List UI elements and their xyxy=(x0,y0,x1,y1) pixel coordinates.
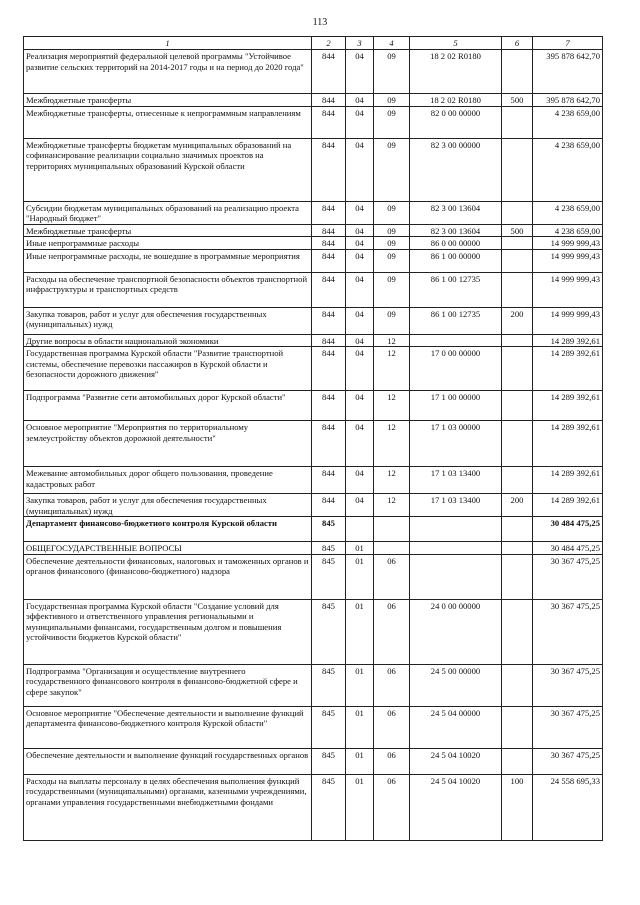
row-code-cell: 844 xyxy=(312,224,346,236)
row-section-cell: 04 xyxy=(346,201,374,224)
row-name-cell: Межевание автомобильных дорог общего пользования, проведение кадастровых работ xyxy=(24,467,312,494)
row-type-cell xyxy=(502,517,533,542)
row-type-cell: 500 xyxy=(502,224,533,236)
row-article-cell xyxy=(410,542,502,554)
row-amount-cell: 30 367 475,25 xyxy=(533,554,603,599)
row-subsection-cell: 09 xyxy=(374,307,410,334)
row-article-cell: 17 1 03 13400 xyxy=(410,467,502,494)
table-row xyxy=(24,542,603,554)
table-row xyxy=(24,138,603,201)
row-article-cell xyxy=(410,554,502,599)
row-code-cell: 845 xyxy=(312,599,346,664)
row-code-cell: 844 xyxy=(312,106,346,138)
row-amount-cell: 30 484 475,25 xyxy=(533,542,603,554)
row-type-cell: 500 xyxy=(502,94,533,106)
row-type-cell xyxy=(502,272,533,307)
budget-table xyxy=(23,36,603,841)
row-code-cell: 844 xyxy=(312,494,346,517)
row-section-cell: 04 xyxy=(346,106,374,138)
row-name-cell: Государственная программа Курской области "Создание условий для эффективного и ответственного управления региональными и муниципальными финансами, государственным долгом и повышения устойчивости бюджетов Курской области" xyxy=(24,599,312,664)
row-amount-cell: 395 878 642,70 xyxy=(533,50,603,94)
row-code-cell: 844 xyxy=(312,467,346,494)
row-article-cell: 24 0 00 00000 xyxy=(410,599,502,664)
row-code-cell: 844 xyxy=(312,201,346,224)
header-cell-subsection: 4 xyxy=(374,37,410,50)
table-row xyxy=(24,554,603,599)
row-section-cell: 04 xyxy=(346,138,374,201)
row-amount-cell: 14 999 999,43 xyxy=(533,307,603,334)
row-subsection-cell: 09 xyxy=(374,249,410,272)
row-name-cell: Реализация мероприятий федеральной целевой программы "Устойчивое развитие сельских территорий на 2014-2017 годы и на период до 2020 года" xyxy=(24,50,312,94)
row-section-cell: 04 xyxy=(346,391,374,421)
table-row xyxy=(24,706,603,748)
row-type-cell: 200 xyxy=(502,494,533,517)
row-section-cell: 04 xyxy=(346,421,374,467)
budget-table-body xyxy=(24,50,603,840)
row-type-cell xyxy=(502,599,533,664)
row-article-cell: 18 2 02 R0180 xyxy=(410,50,502,94)
row-amount-cell: 30 367 475,25 xyxy=(533,664,603,706)
table-row xyxy=(24,748,603,774)
header-cell-section: 3 xyxy=(346,37,374,50)
row-type-cell xyxy=(502,748,533,774)
row-subsection-cell: 12 xyxy=(374,334,410,346)
row-amount-cell: 24 558 695,33 xyxy=(533,774,603,840)
row-article-cell: 17 1 00 00000 xyxy=(410,391,502,421)
row-name-cell: Государственная программа Курской области "Развитие транспортной системы, обеспечение перевозки пассажиров в Курской области и безопасности дорожного движения" xyxy=(24,347,312,391)
row-type-cell xyxy=(502,50,533,94)
table-row xyxy=(24,307,603,334)
row-subsection-cell: 12 xyxy=(374,347,410,391)
row-section-cell: 04 xyxy=(346,307,374,334)
row-code-cell: 844 xyxy=(312,347,346,391)
row-code-cell: 845 xyxy=(312,517,346,542)
row-name-cell: ОБЩЕГОСУДАРСТВЕННЫЕ ВОПРОСЫ xyxy=(24,542,312,554)
row-subsection-cell: 09 xyxy=(374,224,410,236)
row-subsection-cell: 06 xyxy=(374,554,410,599)
row-amount-cell: 14 289 392,61 xyxy=(533,347,603,391)
header-row xyxy=(24,37,603,50)
row-name-cell: Департамент финансово-бюджетного контроля Курской области xyxy=(24,517,312,542)
row-amount-cell: 30 367 475,25 xyxy=(533,706,603,748)
table-row xyxy=(24,201,603,224)
row-article-cell: 82 3 00 13604 xyxy=(410,224,502,236)
row-amount-cell: 14 289 392,61 xyxy=(533,421,603,467)
row-article-cell: 17 0 00 00000 xyxy=(410,347,502,391)
row-article-cell: 82 3 00 13604 xyxy=(410,201,502,224)
row-amount-cell: 14 999 999,43 xyxy=(533,249,603,272)
row-amount-cell: 30 367 475,25 xyxy=(533,748,603,774)
table-row xyxy=(24,599,603,664)
row-article-cell: 24 5 04 10020 xyxy=(410,774,502,840)
header-cell-article: 5 xyxy=(410,37,502,50)
row-subsection-cell: 09 xyxy=(374,94,410,106)
row-subsection-cell: 09 xyxy=(374,201,410,224)
row-type-cell xyxy=(502,664,533,706)
row-code-cell: 845 xyxy=(312,554,346,599)
row-subsection-cell: 06 xyxy=(374,774,410,840)
row-type-cell xyxy=(502,467,533,494)
table-row xyxy=(24,334,603,346)
row-code-cell: 844 xyxy=(312,334,346,346)
row-name-cell: Межбюджетные трансферты xyxy=(24,224,312,236)
row-type-cell: 100 xyxy=(502,774,533,840)
row-subsection-cell: 12 xyxy=(374,421,410,467)
row-section-cell: 01 xyxy=(346,748,374,774)
row-article-cell: 86 1 00 12735 xyxy=(410,272,502,307)
row-code-cell: 845 xyxy=(312,664,346,706)
row-section-cell: 01 xyxy=(346,554,374,599)
row-amount-cell: 4 238 659,00 xyxy=(533,201,603,224)
row-section-cell: 04 xyxy=(346,272,374,307)
row-amount-cell: 14 289 392,61 xyxy=(533,334,603,346)
row-amount-cell: 14 999 999,43 xyxy=(533,237,603,249)
row-type-cell xyxy=(502,201,533,224)
table-row xyxy=(24,467,603,494)
row-code-cell: 844 xyxy=(312,307,346,334)
row-type-cell xyxy=(502,542,533,554)
row-amount-cell: 30 367 475,25 xyxy=(533,599,603,664)
row-subsection-cell xyxy=(374,542,410,554)
table-row xyxy=(24,50,603,94)
table-row xyxy=(24,249,603,272)
row-amount-cell: 4 238 659,00 xyxy=(533,224,603,236)
row-article-cell: 24 5 04 10020 xyxy=(410,748,502,774)
row-article-cell: 17 1 03 00000 xyxy=(410,421,502,467)
row-type-cell xyxy=(502,106,533,138)
row-name-cell: Межбюджетные трансферты, отнесенные к непрограммным направлениям xyxy=(24,106,312,138)
row-section-cell xyxy=(346,517,374,542)
row-code-cell: 844 xyxy=(312,249,346,272)
row-code-cell: 844 xyxy=(312,138,346,201)
row-name-cell: Основное мероприятие "Мероприятия по территориальному землеустройству объектов дорожной деятельности" xyxy=(24,421,312,467)
table-row xyxy=(24,237,603,249)
row-code-cell: 844 xyxy=(312,50,346,94)
row-type-cell xyxy=(502,237,533,249)
row-name-cell: Закупка товаров, работ и услуг для обеспечения государственных (муниципальных) нужд xyxy=(24,307,312,334)
row-code-cell: 845 xyxy=(312,542,346,554)
header-cell-type: 6 xyxy=(502,37,533,50)
row-article-cell xyxy=(410,517,502,542)
table-row xyxy=(24,774,603,840)
row-subsection-cell: 06 xyxy=(374,706,410,748)
row-amount-cell: 30 484 475,25 xyxy=(533,517,603,542)
row-type-cell: 200 xyxy=(502,307,533,334)
row-subsection-cell: 06 xyxy=(374,748,410,774)
row-section-cell: 04 xyxy=(346,334,374,346)
row-amount-cell: 14 289 392,61 xyxy=(533,467,603,494)
table-row xyxy=(24,494,603,517)
row-section-cell: 01 xyxy=(346,664,374,706)
row-type-cell xyxy=(502,421,533,467)
table-row xyxy=(24,347,603,391)
row-code-cell: 845 xyxy=(312,706,346,748)
row-article-cell: 86 1 00 00000 xyxy=(410,249,502,272)
header-cell-code: 2 xyxy=(312,37,346,50)
row-subsection-cell: 12 xyxy=(374,494,410,517)
row-article-cell: 18 2 02 R0180 xyxy=(410,94,502,106)
row-subsection-cell: 09 xyxy=(374,237,410,249)
row-subsection-cell: 09 xyxy=(374,50,410,94)
row-section-cell: 01 xyxy=(346,706,374,748)
table-row xyxy=(24,272,603,307)
row-code-cell: 844 xyxy=(312,391,346,421)
row-subsection-cell: 09 xyxy=(374,138,410,201)
header-cell-amount: 7 xyxy=(533,37,603,50)
row-amount-cell: 395 878 642,70 xyxy=(533,94,603,106)
row-section-cell: 01 xyxy=(346,542,374,554)
row-article-cell: 24 5 04 00000 xyxy=(410,706,502,748)
row-name-cell: Расходы на выплаты персоналу в целях обеспечения выполнения функций государственными (муниципальными) органами, казенными учреждениями, органами управления государственными внебюджетными фондами xyxy=(24,774,312,840)
row-article-cell: 82 0 00 00000 xyxy=(410,106,502,138)
row-amount-cell: 4 238 659,00 xyxy=(533,106,603,138)
row-subsection-cell: 09 xyxy=(374,106,410,138)
row-subsection-cell: 06 xyxy=(374,664,410,706)
table-row xyxy=(24,391,603,421)
row-amount-cell: 4 238 659,00 xyxy=(533,138,603,201)
header-cell-name: 1 xyxy=(24,37,312,50)
row-code-cell: 845 xyxy=(312,774,346,840)
row-amount-cell: 14 289 392,61 xyxy=(533,391,603,421)
row-section-cell: 04 xyxy=(346,347,374,391)
row-name-cell: Другие вопросы в области национальной экономики xyxy=(24,334,312,346)
row-name-cell: Иные непрограммные расходы, не вошедшие в программные мероприятия xyxy=(24,249,312,272)
page-number: 113 xyxy=(312,17,328,28)
row-name-cell: Расходы на обеспечение транспортной безопасности объектов транспортной инфраструктуры и транспортных средств xyxy=(24,272,312,307)
row-section-cell: 04 xyxy=(346,94,374,106)
row-name-cell: Межбюджетные трансферты xyxy=(24,94,312,106)
row-section-cell: 01 xyxy=(346,774,374,840)
row-article-cell xyxy=(410,334,502,346)
row-type-cell xyxy=(502,706,533,748)
row-section-cell: 04 xyxy=(346,494,374,517)
row-name-cell: Закупка товаров, работ и услуг для обеспечения государственных (муниципальных) нужд xyxy=(24,494,312,517)
table-row xyxy=(24,664,603,706)
row-code-cell: 845 xyxy=(312,748,346,774)
row-subsection-cell xyxy=(374,517,410,542)
row-article-cell: 82 3 00 00000 xyxy=(410,138,502,201)
row-code-cell: 844 xyxy=(312,237,346,249)
table-row xyxy=(24,517,603,542)
row-type-cell xyxy=(502,138,533,201)
row-type-cell xyxy=(502,249,533,272)
row-amount-cell: 14 289 392,61 xyxy=(533,494,603,517)
row-article-cell: 24 5 00 00000 xyxy=(410,664,502,706)
row-section-cell: 04 xyxy=(346,249,374,272)
row-name-cell: Обеспечение деятельности финансовых, налоговых и таможенных органов и органов финансового (финансово-бюджетного) надзора xyxy=(24,554,312,599)
table-row xyxy=(24,421,603,467)
row-amount-cell: 14 999 999,43 xyxy=(533,272,603,307)
row-code-cell: 844 xyxy=(312,421,346,467)
row-name-cell: Подпрограмма "Организация и осуществление внутреннего государственного финансового контроля в финансово-бюджетной сфере и сфере закупок" xyxy=(24,664,312,706)
row-section-cell: 04 xyxy=(346,467,374,494)
row-type-cell xyxy=(502,391,533,421)
row-article-cell: 86 0 00 00000 xyxy=(410,237,502,249)
row-subsection-cell: 06 xyxy=(374,599,410,664)
row-type-cell xyxy=(502,334,533,346)
row-article-cell: 17 1 03 13400 xyxy=(410,494,502,517)
table-row xyxy=(24,224,603,236)
row-code-cell: 844 xyxy=(312,272,346,307)
table-row xyxy=(24,106,603,138)
row-name-cell: Межбюджетные трансферты бюджетам муниципальных образований на софинансирование реализации социально значимых проектов на территориях муниципальных образований Курской области xyxy=(24,138,312,201)
row-type-cell xyxy=(502,554,533,599)
row-subsection-cell: 12 xyxy=(374,467,410,494)
table-row xyxy=(24,94,603,106)
row-name-cell: Подпрограмма "Развитие сети автомобильных дорог Курской области" xyxy=(24,391,312,421)
row-section-cell: 04 xyxy=(346,237,374,249)
row-article-cell: 86 1 00 12735 xyxy=(410,307,502,334)
row-type-cell xyxy=(502,347,533,391)
row-name-cell: Основное мероприятие "Обеспечение деятельности и выполнение функций департамента финансово-бюджетного контроля Курской области" xyxy=(24,706,312,748)
row-subsection-cell: 12 xyxy=(374,391,410,421)
row-section-cell: 01 xyxy=(346,599,374,664)
row-code-cell: 844 xyxy=(312,94,346,106)
row-name-cell: Субсидии бюджетам муниципальных образований на реализацию проекта "Народный бюджет" xyxy=(24,201,312,224)
row-section-cell: 04 xyxy=(346,50,374,94)
row-section-cell: 04 xyxy=(346,224,374,236)
row-name-cell: Обеспечение деятельности и выполнение функций государственных органов xyxy=(24,748,312,774)
row-subsection-cell: 09 xyxy=(374,272,410,307)
row-name-cell: Иные непрограммные расходы xyxy=(24,237,312,249)
